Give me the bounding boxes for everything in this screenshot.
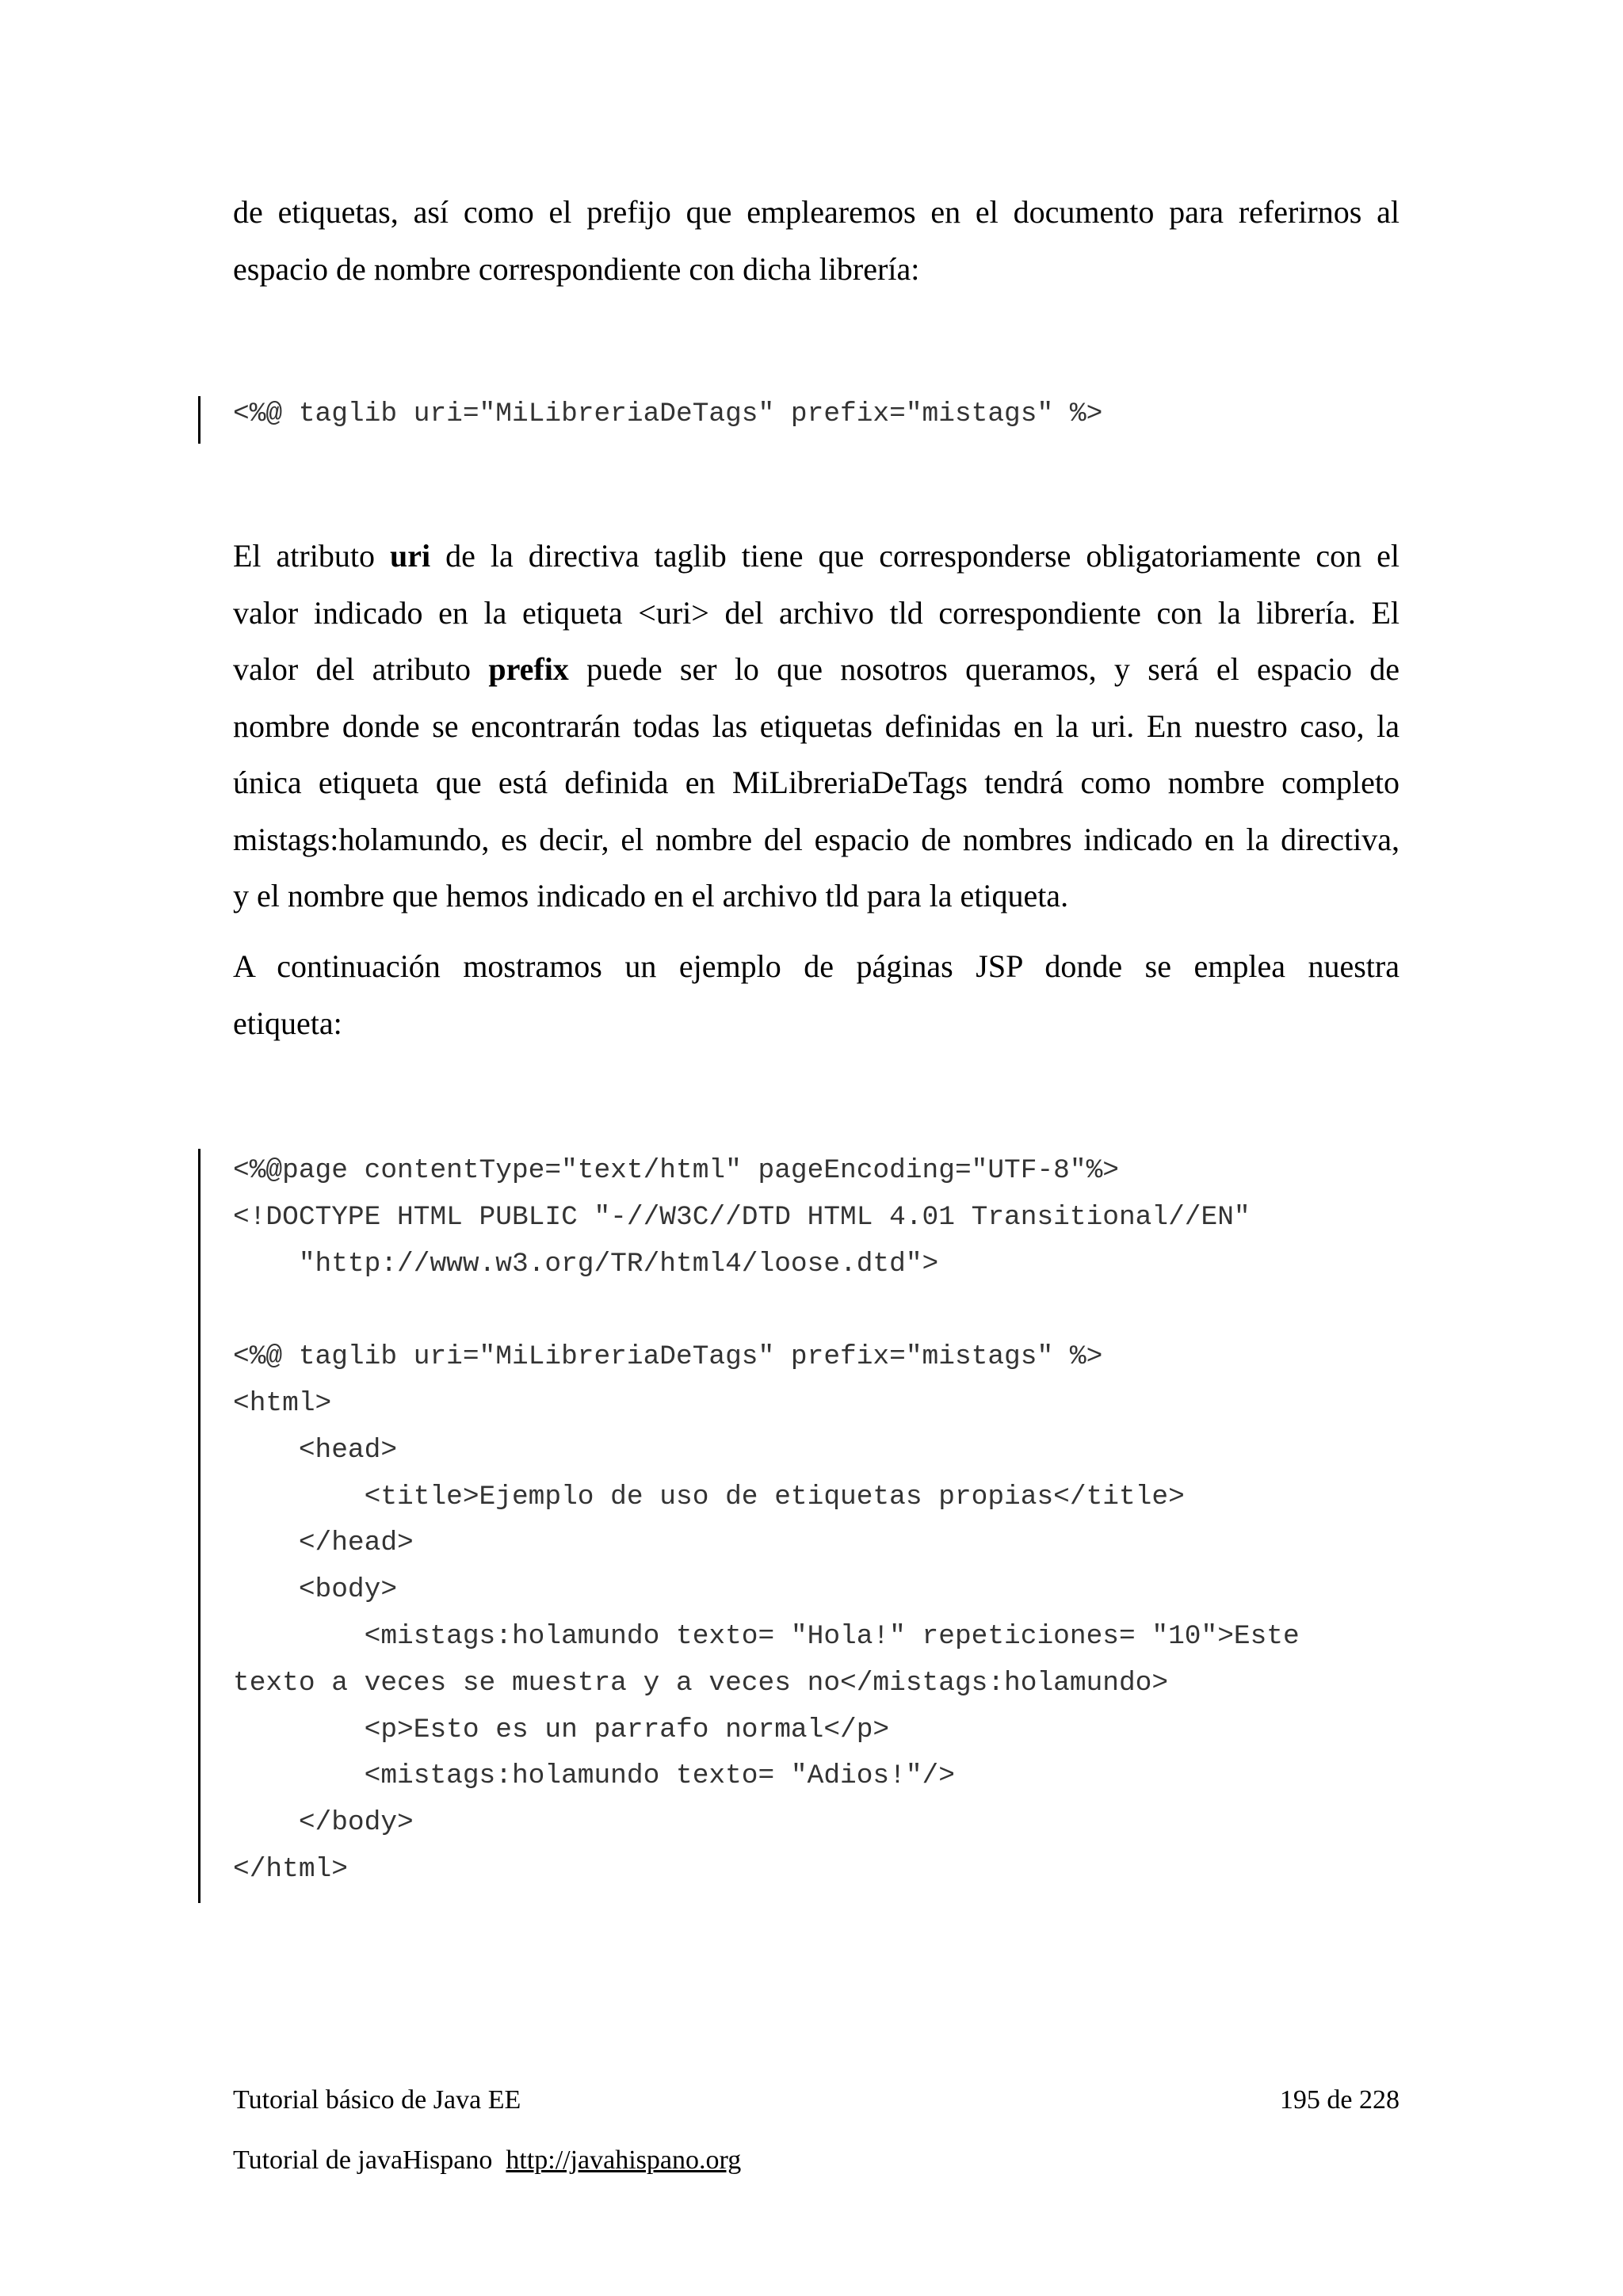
footer-book-title: Tutorial básico de Java EE: [233, 2085, 521, 2115]
code-line: </html>: [233, 1853, 348, 1885]
code-line: <mistags:holamundo texto= "Hola!" repeticiones= "10">Este: [233, 1620, 1300, 1652]
code-line: <%@page contentType="text/html" pageEncoding="UTF-8"%>: [233, 1155, 1119, 1186]
code-line: <%@ taglib uri="MiLibreriaDeTags" prefix="mistags" %>: [233, 1341, 1103, 1373]
code-block-2: [233, 1148, 1300, 1894]
code-line: <mistags:holamundo texto= "Adios!"/>: [233, 1760, 955, 1792]
example-intro-paragraph: [233, 938, 1400, 1051]
footer-publisher: [233, 2145, 741, 2176]
intro-paragraph: [233, 184, 1400, 297]
code-line: <body>: [233, 1574, 398, 1606]
code-block-1: [233, 391, 1102, 438]
uri-paragraph-line-6: mistags:holamundo, es decir, el nombre del espacio de nombres indicado en la directiva,: [233, 821, 1400, 857]
bold-term-uri: uri: [389, 538, 431, 574]
footer-publisher-name: Tutorial de javaHispano: [233, 2145, 493, 2175]
text-run: puede ser lo que nosotros queramos, y será el espacio de: [568, 651, 1400, 687]
uri-paragraph-line-2: valor indicado en la etiqueta <uri> del archivo tld correspondiente con la librería. El: [233, 594, 1400, 631]
code-line: <%@ taglib uri="MiLibreriaDeTags" prefix="mistags" %>: [233, 399, 1103, 429]
uri-paragraph-line-4: nombre donde se encontrarán todas las etiquetas definidas en la uri. En nuestro caso, la: [233, 707, 1400, 744]
example-intro-line-1: A continuación mostramos un ejemplo de páginas JSP donde se emplea nuestra: [233, 948, 1400, 984]
code-line: texto a veces se muestra y a veces no</mistags:holamundo>: [233, 1667, 1169, 1699]
code-line: "http://www.w3.org/TR/html4/loose.dtd">: [233, 1248, 939, 1280]
uri-paragraph-line-3: [233, 641, 1400, 698]
uri-paragraph-line-7: y el nombre que hemos indicado en el archivo tld para la etiqueta.: [233, 878, 1069, 913]
footer-website-link[interactable]: http://javahispano.org: [506, 2145, 742, 2175]
text-run: de la directiva taglib tiene que corresponderse obligatoriamente con el: [430, 538, 1400, 574]
code-line: <html>: [233, 1387, 332, 1419]
text-run: El atributo: [233, 538, 390, 574]
text-run: valor del atributo: [233, 651, 489, 687]
code-line: <head>: [233, 1434, 398, 1466]
intro-line-1: de etiquetas, así como el prefijo que emplearemos en el documento para referirnos al: [233, 194, 1400, 230]
code-block-1-bar: [198, 396, 200, 444]
intro-line-2: espacio de nombre correspondiente con dicha librería:: [233, 250, 920, 287]
code-line: <p>Esto es un parrafo normal</p>: [233, 1714, 890, 1745]
code-line: </body>: [233, 1807, 414, 1839]
example-intro-line-2: etiqueta:: [233, 1005, 342, 1041]
uri-paragraph: [233, 528, 1400, 925]
footer-page-number: 195 de 228: [1279, 2085, 1400, 2115]
code-block-2-bar: [198, 1149, 200, 1903]
uri-paragraph-line-1: [233, 528, 1400, 585]
code-line: </head>: [233, 1527, 414, 1559]
code-line: <!DOCTYPE HTML PUBLIC "-//W3C//DTD HTML 4.01 Transitional//EN": [233, 1201, 1251, 1233]
uri-paragraph-line-5: única etiqueta que está definida en MiLibreriaDeTags tendrá como nombre completo: [233, 765, 1400, 800]
bold-term-prefix: prefix: [488, 651, 569, 687]
code-line: <title>Ejemplo de uso de etiquetas propias</title>: [233, 1481, 1185, 1512]
